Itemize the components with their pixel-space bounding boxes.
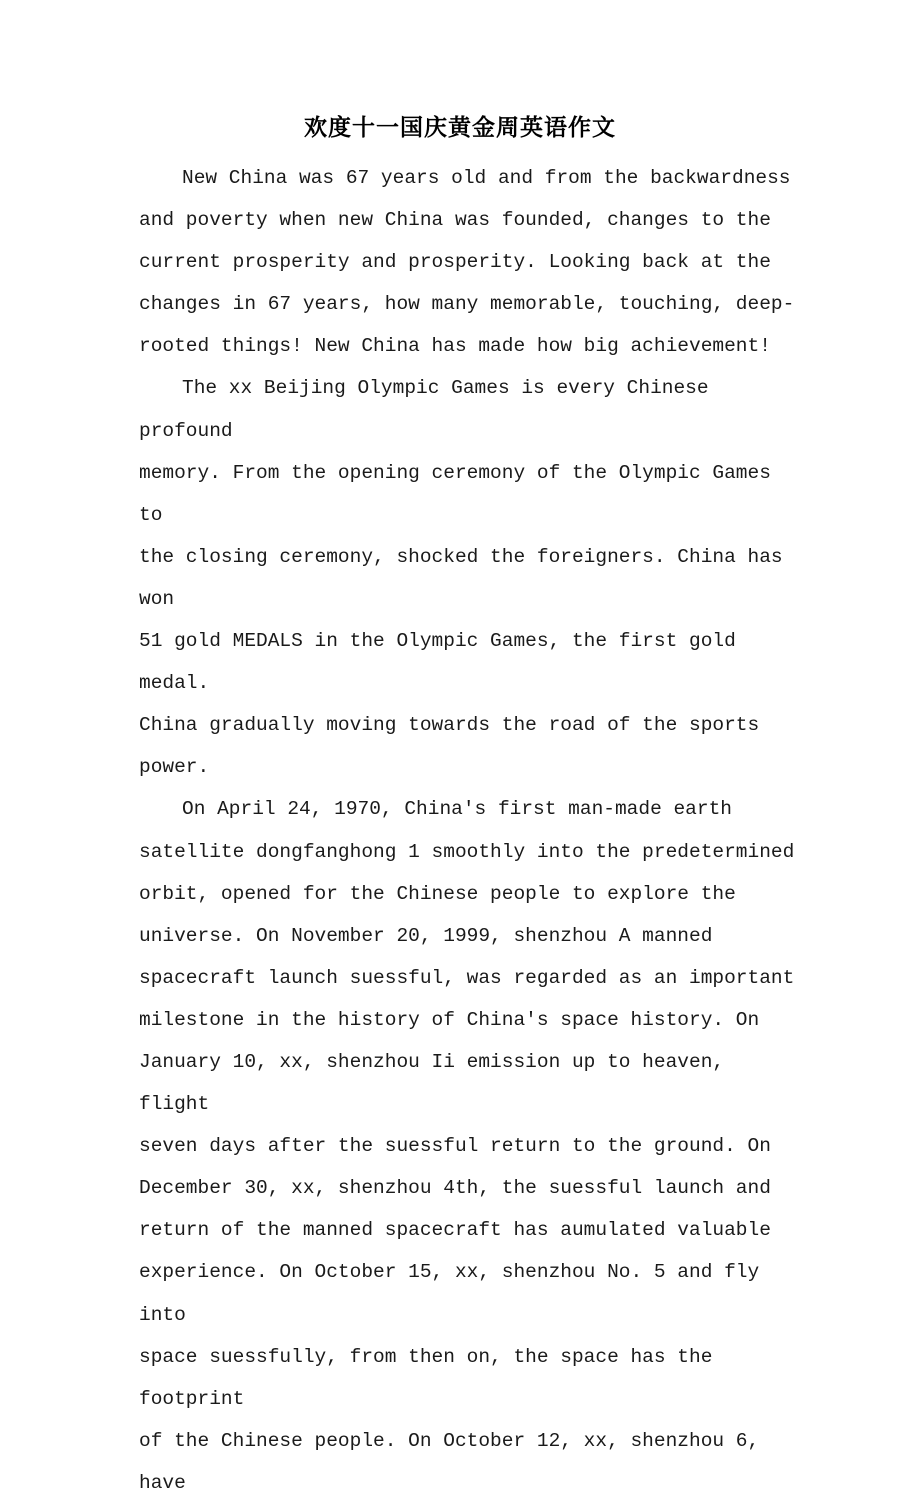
- document-title: 欢度十一国庆黄金周英语作文: [304, 114, 616, 141]
- paragraph-olympic-games: The xx Beijing Olympic Games is every Chinese profound memory. From the opening ceremony of the Olympic Games to the closing ceremony, shocked the foreigners. China has won 51 gold MEDALS in the Olympic Games, the first gold medal. China gradually moving towards the road of the sports power.: [139, 377, 783, 779]
- paragraph-space-program: On April 24, 1970, China's first man-made earth satellite dongfanghong 1 smoothly into the predetermined orbit, opened for the Chinese people to explore the universe. On November 20, 1999, shenzhou A manned spacecraft launch suessful, was regarded as an important milestone in the history of China's space history. On January 10, xx, shenzhou Ii emission up to heaven, flight seven days after the suessful return to the ground. On December 30, xx, shenzhou 4th, the suessful launch and return of the manned spacecraft has aumulated valuable experience. On October 15, xx, shenzhou No. 5 and fly into space suessfully, from then on, the space has the footprint of the Chinese people. On October 12, xx, shenzhou 6, have: [139, 798, 795, 1494]
- paragraph-new-china: New China was 67 years old and from the backwardness and poverty when new China was founded, changes to the current prosperity and prosperity. Looking back at the changes in 67 years, how many memorable, touching, deep- rooted things! New China has made how big achievement!: [139, 167, 795, 358]
